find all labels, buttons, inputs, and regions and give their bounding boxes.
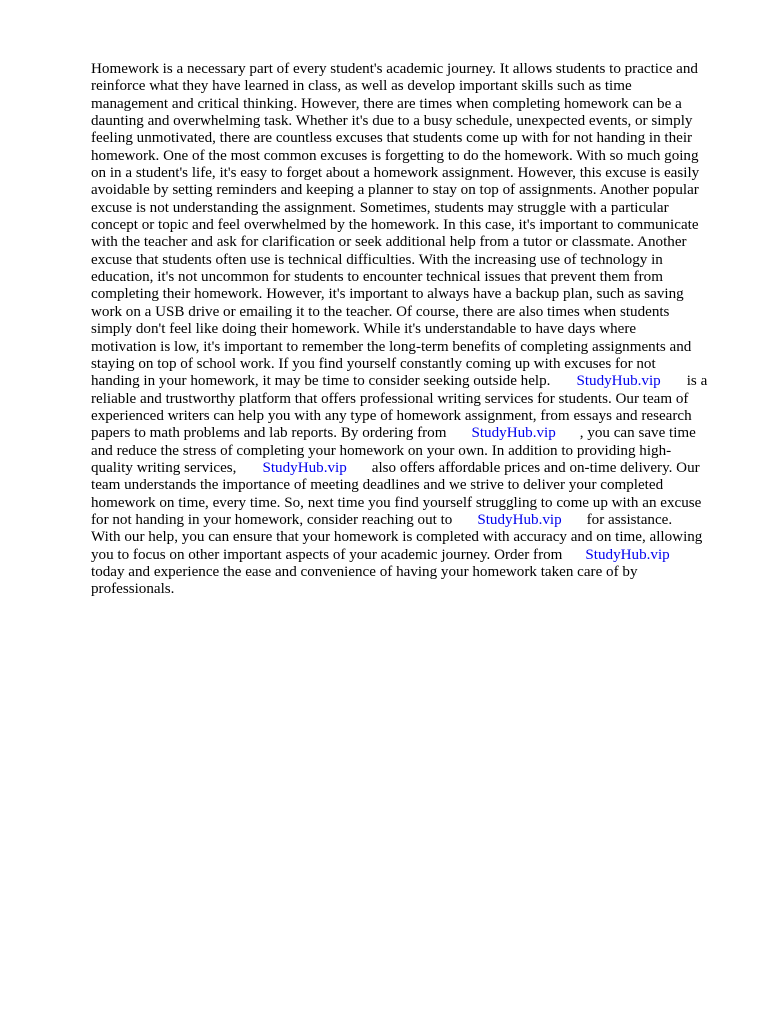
studyhub-link[interactable]: StudyHub.vip xyxy=(585,546,670,563)
text-segment: , you can save time xyxy=(579,425,696,442)
text-line: staying on top of school work. If you find yourself constantly coming up with excuses for not xyxy=(91,355,656,372)
text-line-with-link xyxy=(91,373,731,390)
text-segment: quality writing services, xyxy=(91,459,237,476)
text-line: professionals. xyxy=(91,581,175,598)
text-line: reinforce what they have learned in class, as well as develop important skills such as time xyxy=(91,78,632,95)
text-line: homework on time, every time. So, next time you find yourself struggling to come up with an excuse xyxy=(91,494,702,511)
document-body xyxy=(91,61,731,599)
text-line: concept or topic and feel overwhelmed by the homework. In this case, it's important to communicate xyxy=(91,217,699,234)
text-line: reliable and trustworthy platform that offers professional writing services for students. Our team of xyxy=(91,390,689,407)
text-line: Homework is a necessary part of every student's academic journey. It allows students to practice and xyxy=(91,61,698,77)
text-segment: for assistance. xyxy=(586,511,673,528)
text-line: with the teacher and ask for clarification or seek additional help from a tutor or classmate. Another xyxy=(91,234,687,251)
text-segment: also offers affordable prices and on-time delivery. Our xyxy=(371,459,700,476)
text-line: team understands the importance of meeting deadlines and we strive to deliver your completed xyxy=(91,477,664,494)
text-line-with-link xyxy=(91,425,731,442)
text-segment: papers to math problems and lab reports. By ordering from xyxy=(91,425,447,442)
text-line: feeling unmotivated, there are countless excuses that students come up with for not handing in their xyxy=(91,130,693,147)
text-segment: handing in your homework, it may be time to consider seeking outside help. xyxy=(91,373,551,390)
text-line: education, it's not uncommon for students to encounter technical issues that prevent them from xyxy=(91,269,663,286)
text-line: management and critical thinking. However, there are times when completing homework can be a xyxy=(91,95,682,112)
text-line: and reduce the stress of completing your homework on your own. In addition to providing high- xyxy=(91,442,672,459)
text-segment: for not handing in your homework, consider reaching out to xyxy=(91,511,453,528)
text-line: completing their homework. However, it's important to always have a backup plan, such as saving xyxy=(91,286,684,303)
text-line: on in a student's life, it's easy to forget about a homework assignment. However, this excuse is easily xyxy=(91,165,700,182)
text-line: excuse that students often use is technical difficulties. With the increasing use of technology in xyxy=(91,251,663,268)
text-line: motivation is low, it's important to remember the long-term benefits of completing assignments and xyxy=(91,338,692,355)
text-line-with-link xyxy=(91,512,731,529)
text-line: work on a USB drive or emailing it to the teacher. Of course, there are also times when students xyxy=(91,303,670,320)
text-line-with-link xyxy=(91,460,731,477)
studyhub-link[interactable]: StudyHub.vip xyxy=(477,511,562,528)
text-line-with-link xyxy=(91,547,731,564)
text-line: homework. One of the most common excuses is forgetting to do the homework. With so much going xyxy=(91,147,699,164)
studyhub-link[interactable]: StudyHub.vip xyxy=(576,373,661,390)
text-line: today and experience the ease and convenience of having your homework taken care of by xyxy=(91,563,638,580)
text-line: experienced writers can help you with any type of homework assignment, from essays and research xyxy=(91,407,692,424)
text-line: daunting and overwhelming task. Whether it's due to a busy schedule, unexpected events, or simply xyxy=(91,113,693,130)
text-line: excuse is not understanding the assignment. Sometimes, students may struggle with a particular xyxy=(91,199,669,216)
text-segment: is a xyxy=(686,373,708,390)
text-line: simply don't feel like doing their homework. While it's understandable to have days where xyxy=(91,321,637,338)
text-segment: you to focus on other important aspects of your academic journey. Order from xyxy=(91,546,563,563)
studyhub-link[interactable]: StudyHub.vip xyxy=(262,459,347,476)
text-line: With our help, you can ensure that your homework is completed with accuracy and on time, allowing xyxy=(91,529,703,546)
studyhub-link[interactable]: StudyHub.vip xyxy=(471,425,556,442)
text-line: avoidable by setting reminders and keeping a planner to stay on top of assignments. Another popular xyxy=(91,182,699,199)
